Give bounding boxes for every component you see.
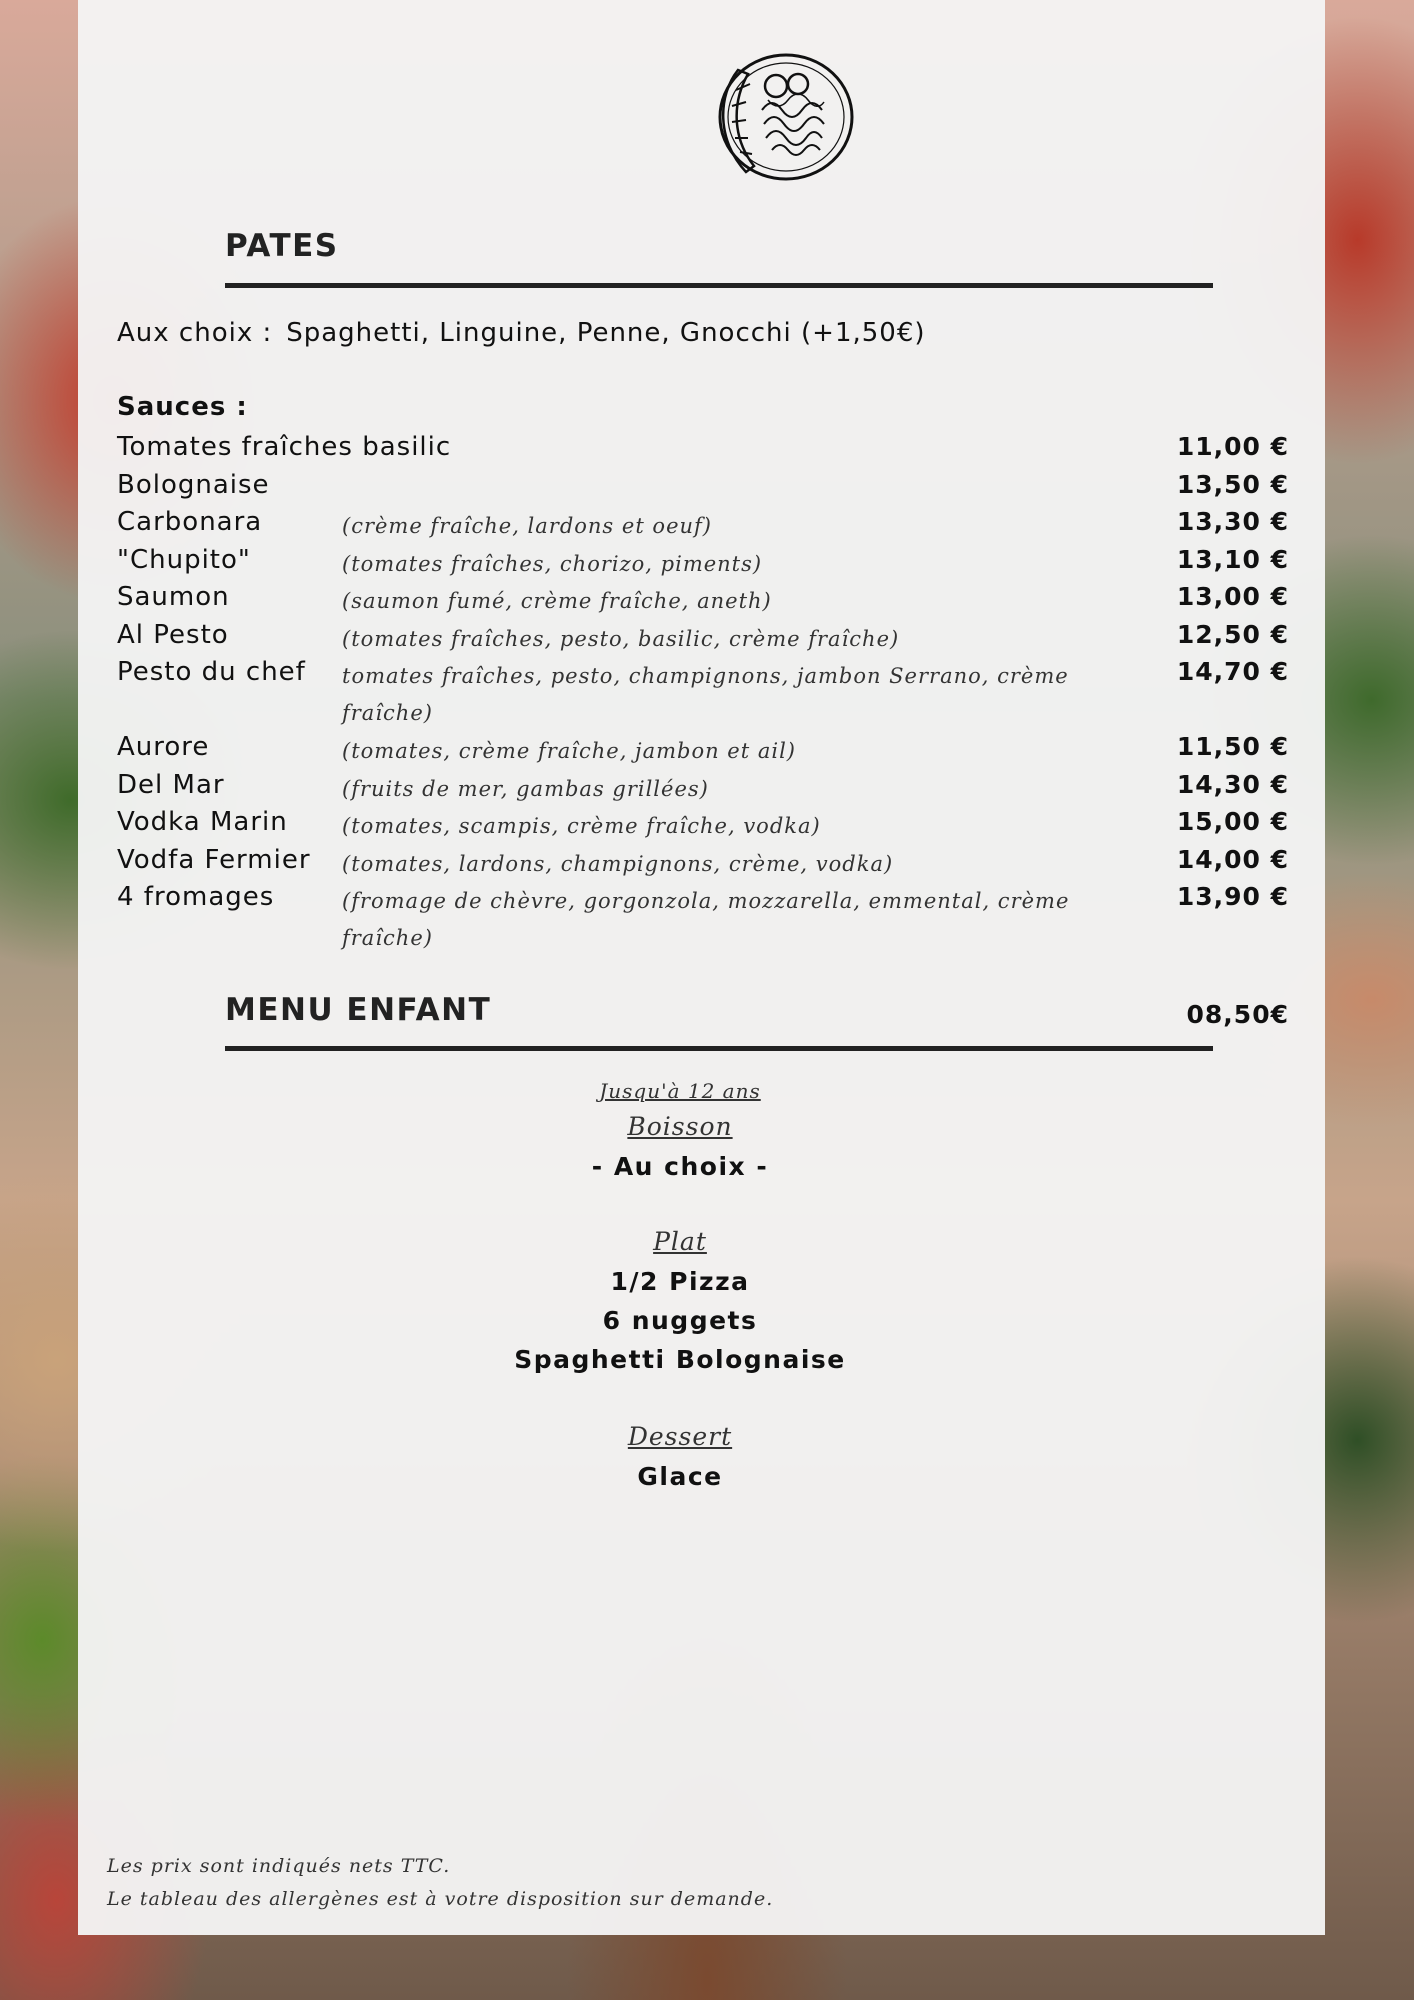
pasta-choices [117, 318, 926, 348]
choices-value: Spaghetti, Linguine, Penne, Gnocchi (+1,50€) [286, 318, 926, 348]
item-price: 13,90 € [1176, 882, 1289, 911]
item-name: "Chupito" [117, 545, 251, 575]
item-name: Vodfa Fermier [117, 845, 311, 875]
item-price: 11,00 € [1176, 432, 1289, 461]
item-price: 13,30 € [1176, 507, 1289, 536]
item-name: Saumon [117, 582, 230, 612]
item-description: (tomates fraîches, pesto, basilic, crème fraîche) [342, 627, 900, 651]
age-limit: Jusqu'à 12 ans [599, 1079, 761, 1103]
footer-prices-note: Les prix sont indiqués nets TTC. [107, 1855, 451, 1877]
item-name: 4 fromages [117, 882, 275, 912]
item-price: 11,50 € [1176, 732, 1289, 761]
item-price: 13,00 € [1176, 582, 1289, 611]
spaghetti-plate-icon [698, 50, 858, 184]
sauces-heading: Sauces : [117, 392, 248, 422]
item-price: 14,70 € [1176, 657, 1289, 686]
item-price: 13,10 € [1176, 545, 1289, 574]
pates-divider [225, 283, 1213, 288]
item-price: 13,50 € [1176, 470, 1289, 499]
plat-item: 6 nuggets [602, 1306, 758, 1335]
plat-label: Plat [653, 1227, 707, 1256]
item-name: Tomates fraîches basilic [117, 432, 452, 462]
item-name: Pesto du chef [117, 657, 306, 687]
choices-label: Aux choix : [117, 318, 273, 348]
menu-enfant-divider [225, 1046, 1213, 1051]
menu-panel [78, 0, 1325, 1935]
pates-title: PATES [225, 228, 339, 264]
dessert-label: Dessert [627, 1422, 733, 1451]
menu-enfant-title: MENU ENFANT [225, 992, 492, 1028]
item-price: 14,30 € [1176, 770, 1289, 799]
item-description: (tomates, crème fraîche, jambon et ail) [342, 739, 796, 763]
item-description: (fruits de mer, gambas grillées) [342, 777, 709, 801]
plat-item: 1/2 Pizza [610, 1267, 750, 1296]
item-description: (tomates, scampis, crème fraîche, vodka) [342, 814, 821, 838]
boisson-label: Boisson [627, 1112, 733, 1141]
item-name: Del Mar [117, 770, 225, 800]
menu-enfant-price: 08,50€ [1186, 1000, 1289, 1029]
item-price: 12,50 € [1176, 620, 1289, 649]
item-description: (saumon fumé, crème fraîche, aneth) [342, 589, 772, 613]
dessert-value: Glace [637, 1462, 723, 1491]
footer-allergens-note: Le tableau des allergènes est à votre disposition sur demande. [107, 1888, 774, 1910]
item-price: 14,00 € [1176, 845, 1289, 874]
item-description: tomates fraîches, pesto, champignons, jambon Serrano, crème fraîche) [342, 664, 1069, 725]
item-name: Bolognaise [117, 470, 270, 500]
item-name: Carbonara [117, 507, 263, 537]
plat-item: Spaghetti Bolognaise [514, 1345, 846, 1374]
item-price: 15,00 € [1176, 807, 1289, 836]
item-description: (crème fraîche, lardons et oeuf) [342, 514, 712, 538]
item-name: Al Pesto [117, 620, 229, 650]
item-description: (tomates, lardons, champignons, crème, vodka) [342, 852, 894, 876]
item-name: Vodka Marin [117, 807, 288, 837]
item-name: Aurore [117, 732, 210, 762]
item-description: (fromage de chèvre, gorgonzola, mozzarella, emmental, crème fraîche) [342, 889, 1070, 950]
boisson-value: - Au choix - [591, 1152, 769, 1181]
item-description: (tomates fraîches, chorizo, piments) [342, 552, 763, 576]
